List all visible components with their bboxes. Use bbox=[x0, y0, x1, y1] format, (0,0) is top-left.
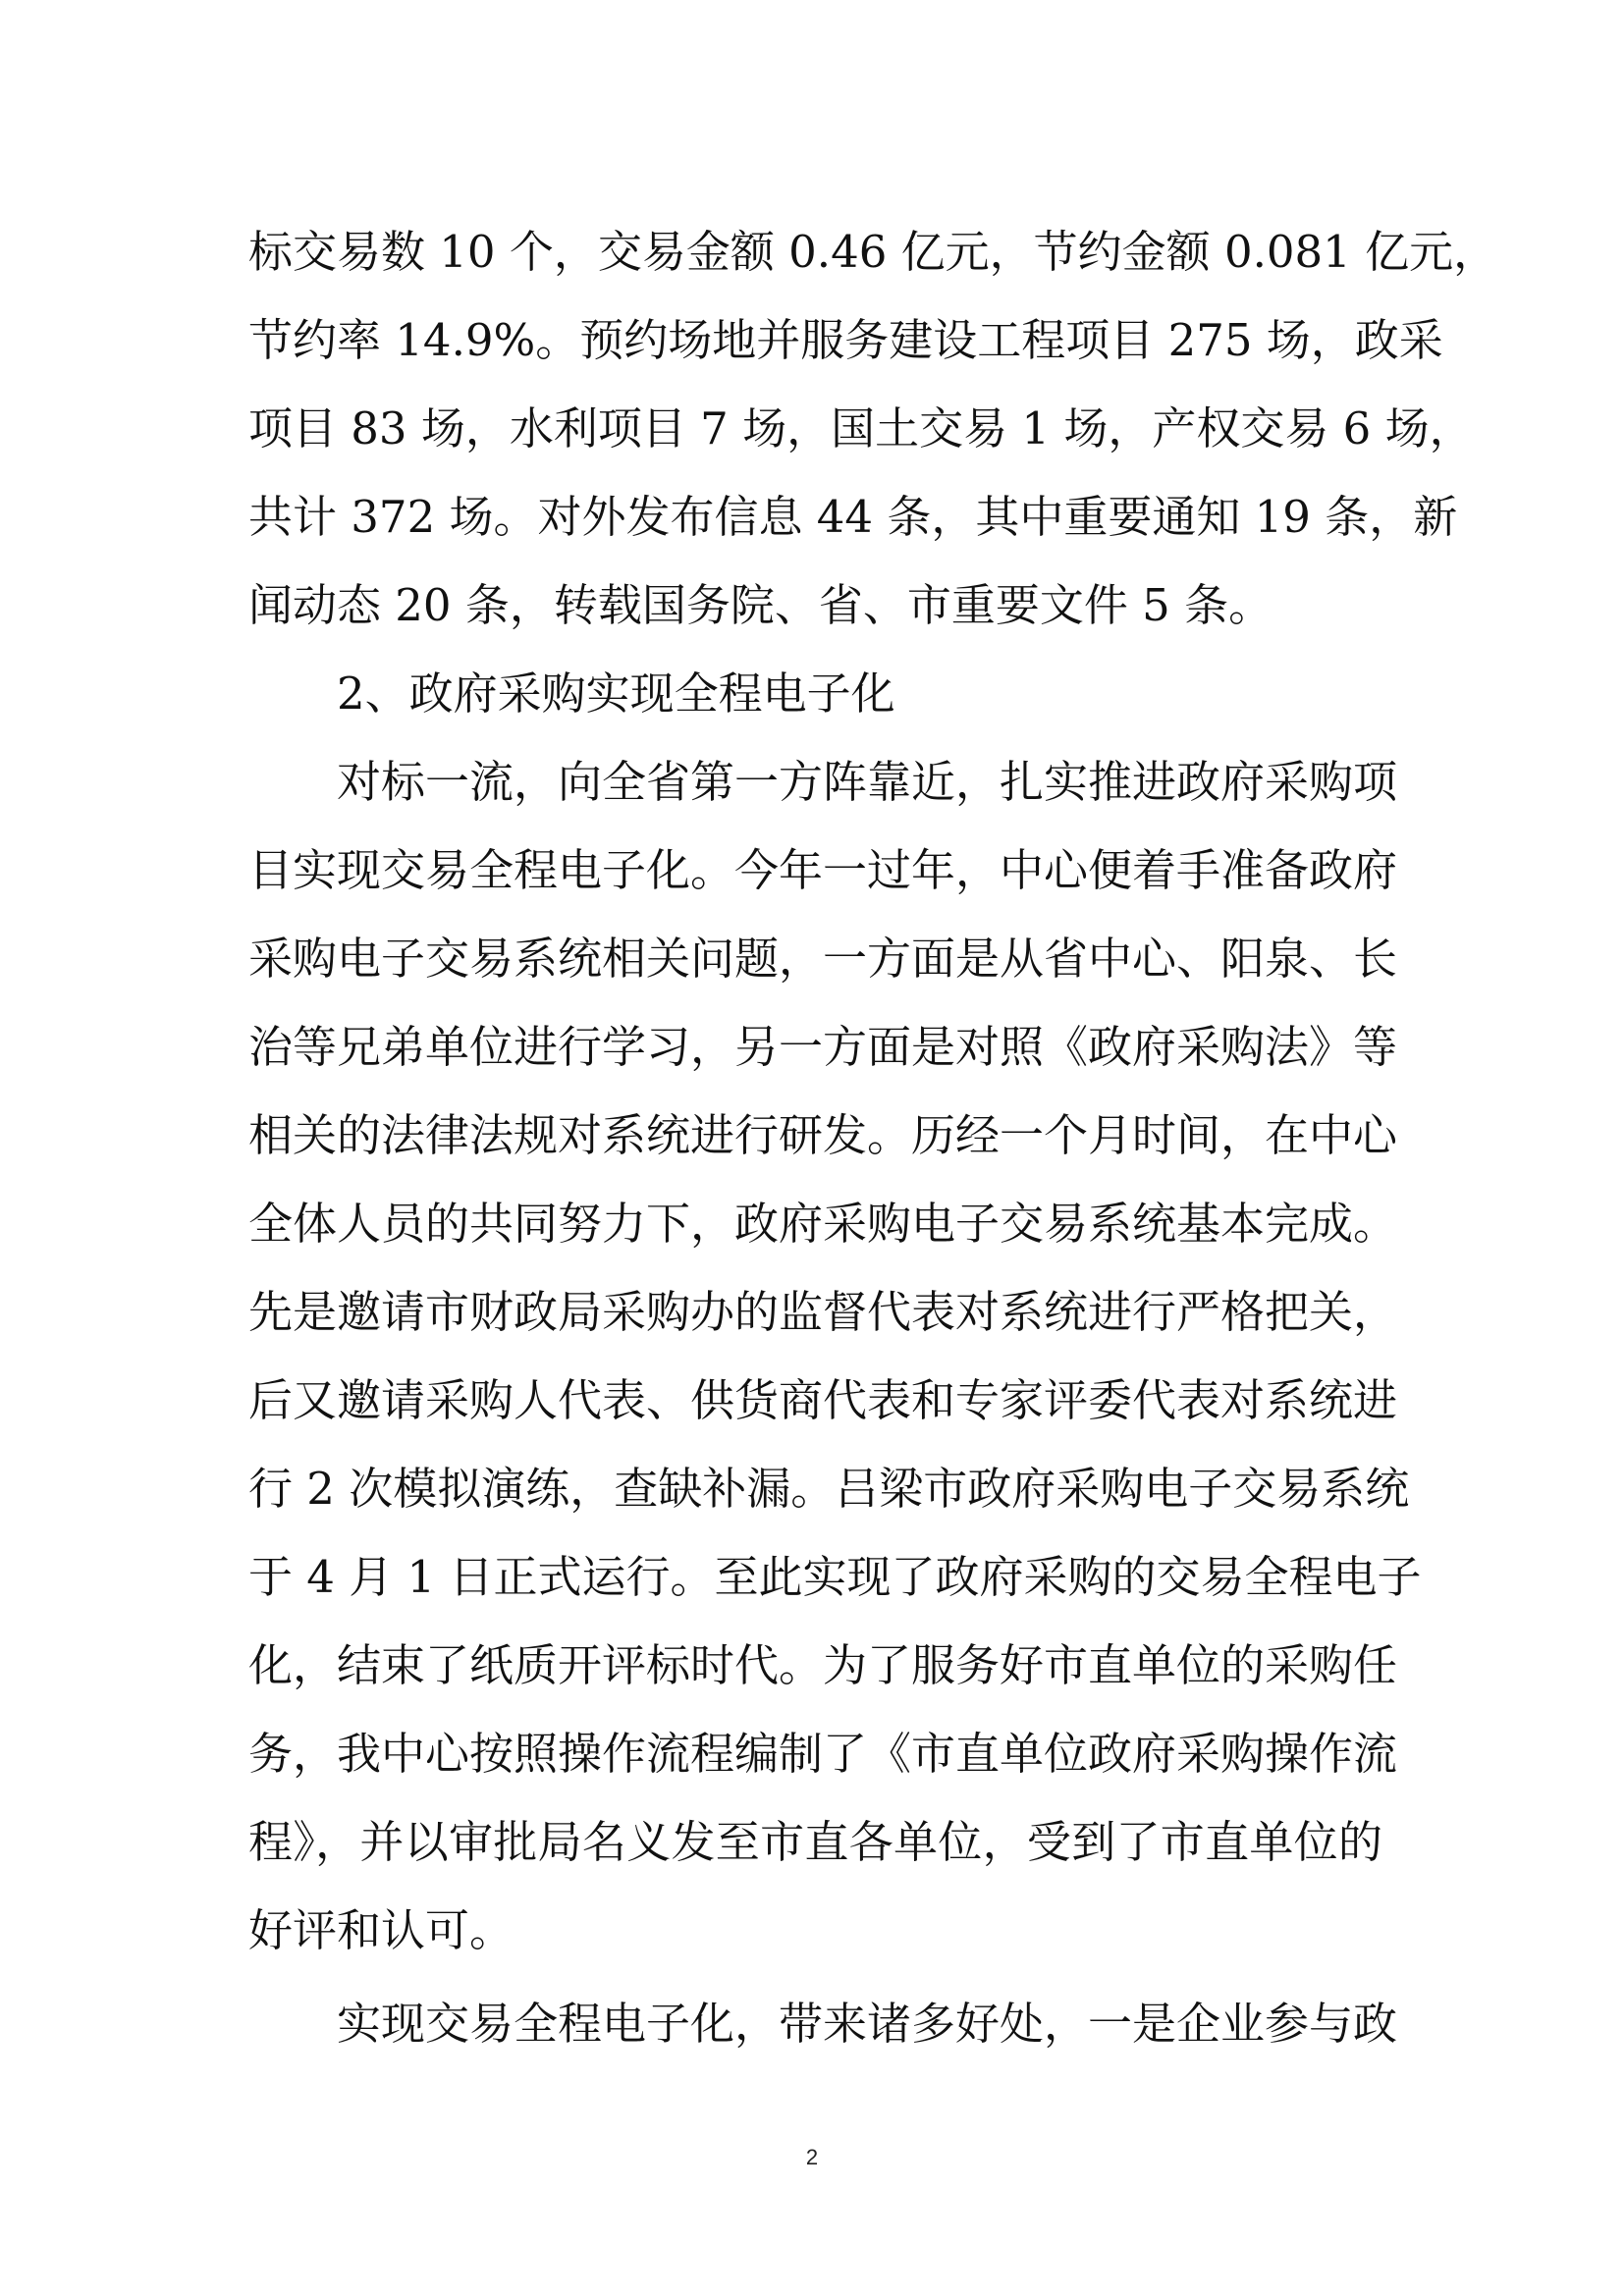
paragraph-1-line-2: 节约率 14.9%。预约场地并服务建设工程项目 275 场，政采 bbox=[248, 314, 1443, 366]
page-number: 2 bbox=[805, 2145, 819, 2169]
paragraph-2-line-4: 治等兄弟单位进行学习，另一方面是对照《政府采购法》等 bbox=[248, 1021, 1398, 1073]
paragraph-2-line-14: 好评和认可。 bbox=[248, 1904, 514, 1956]
paragraph-2-line-12: 务，我中心按照操作流程编制了《市直单位政府采购操作流 bbox=[248, 1728, 1398, 1780]
paragraph-1-line-4: 共计 372 场。对外发布信息 44 条，其中重要通知 19 条，新 bbox=[248, 491, 1458, 543]
paragraph-2-line-13: 程》，并以审批局名义发至市直各单位，受到了市直单位的 bbox=[248, 1816, 1382, 1868]
paragraph-2-line-10: 于 4 月 1 日正式运行。至此实现了政府采购的交易全程电子 bbox=[248, 1551, 1422, 1603]
paragraph-2-line-1: 对标一流，向全省第一方阵靠近，扎实推进政府采购项 bbox=[337, 756, 1398, 808]
paragraph-2-line-3: 采购电子交易系统相关问题，一方面是从省中心、阳泉、长 bbox=[248, 933, 1398, 985]
paragraph-2-line-5: 相关的法律法规对系统进行研发。历经一个月时间，在中心 bbox=[248, 1109, 1398, 1161]
paragraph-2-line-6: 全体人员的共同努力下，政府采购电子交易系统基本完成。 bbox=[248, 1198, 1398, 1250]
section-heading: 2、政府采购实现全程电子化 bbox=[337, 667, 895, 720]
paragraph-2-line-11: 化，结束了纸质开评标时代。为了服务好市直单位的采购任 bbox=[248, 1639, 1398, 1691]
paragraph-1-line-3: 项目 83 场，水利项目 7 场，国土交易 1 场，产权交易 6 场， bbox=[248, 402, 1474, 454]
paragraph-2-line-7: 先是邀请市财政局采购办的监督代表对系统进行严格把关， bbox=[248, 1286, 1398, 1338]
paragraph-2-line-9: 行 2 次模拟演练，查缺补漏。吕梁市政府采购电子交易系统 bbox=[248, 1463, 1410, 1515]
paragraph-2-line-8: 后又邀请采购人代表、供货商代表和专家评委代表对系统进 bbox=[248, 1374, 1398, 1426]
paragraph-3-line-1: 实现交易全程电子化，带来诸多好处，一是企业参与政 bbox=[337, 1998, 1398, 2050]
paragraph-1-line-1: 标交易数 10 个，交易金额 0.46 亿元，节约金额 0.081 亿元， bbox=[248, 226, 1498, 278]
paragraph-1-line-5: 闻动态 20 条，转载国务院、省、市重要文件 5 条。 bbox=[248, 579, 1273, 631]
paragraph-2-line-2: 目实现交易全程电子化。今年一过年，中心便着手准备政府 bbox=[248, 844, 1398, 896]
